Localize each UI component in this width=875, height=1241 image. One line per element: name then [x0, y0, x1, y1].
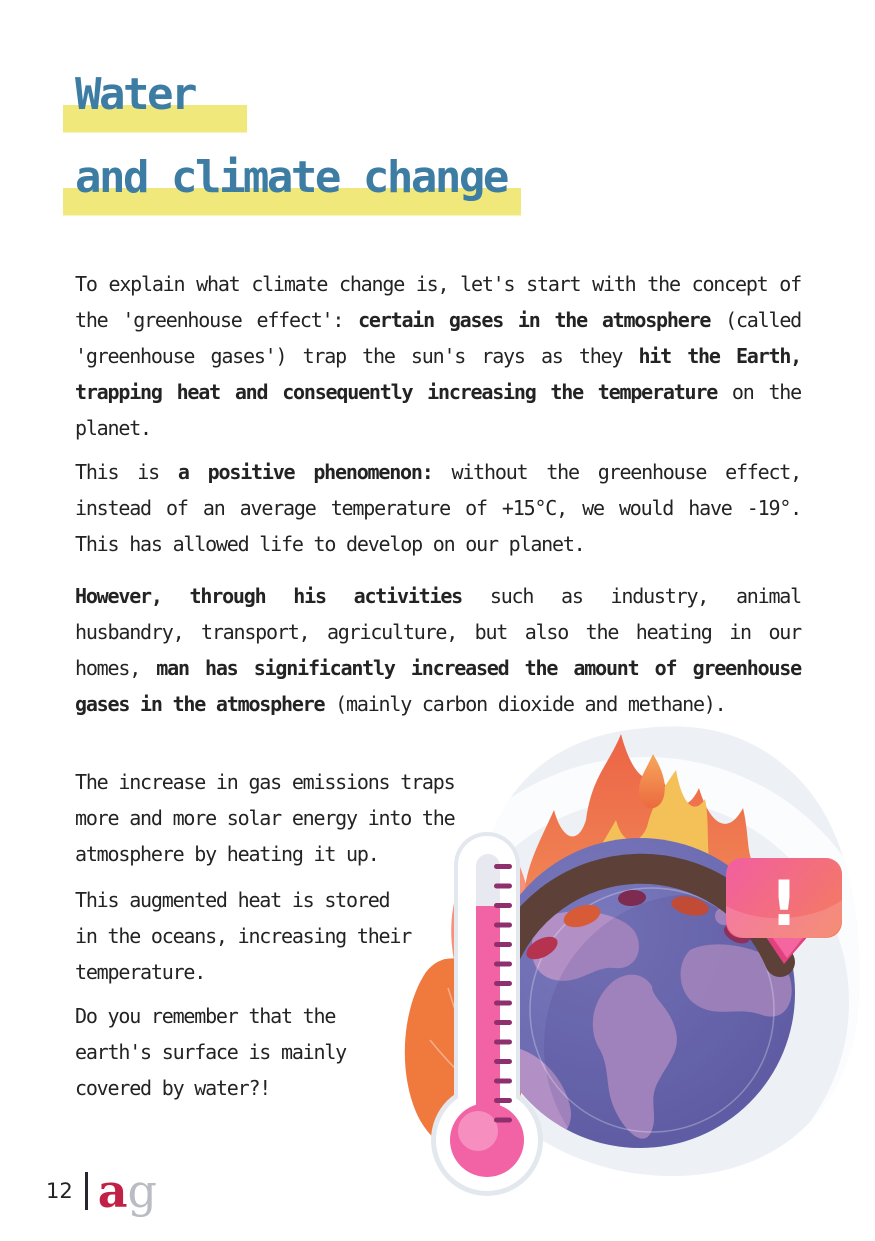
exclamation-icon: ! [769, 867, 799, 940]
text-run: The increase in gas emissions traps more and more solar energy into the atmosphere by heating it up. [75, 770, 455, 866]
paragraph-ocean-heat [75, 882, 419, 990]
paragraph-positive-phenomenon [75, 454, 801, 562]
text-run: without the greenhouse effect, instead of an average temperature of +15°C, we would have -19°. This has allowed life to develop on our planet. [75, 460, 801, 556]
text-run: (mainly carbon dioxide and methane). [324, 692, 726, 716]
text-run-bold: certain gases in the atmosphere [358, 308, 711, 332]
text-run: To explain what climate change is, let's start with the concept of the 'greenhouse effect': [75, 272, 801, 332]
paragraph-greenhouse-effect [75, 266, 801, 446]
title-line-1: Water [63, 58, 247, 134]
publisher-logo [97, 1164, 155, 1218]
title-line-2: and climate change [63, 141, 521, 217]
text-run: such as industry, animal husbandry, transport, agriculture, but also the heating in our homes, [75, 584, 801, 680]
text-run-bold: hit the Earth, trapping heat and consequently increasing the temperature [75, 344, 801, 404]
paragraph-human-activities [75, 578, 801, 722]
text-run-bold: man has significantly increased the amount of greenhouse gases in the atmosphere [75, 656, 801, 716]
text-run: (called 'greenhouse gases') trap the sun's rays as they [75, 308, 801, 368]
text-run-bold: However, through his activities [75, 584, 463, 608]
footer-divider [85, 1172, 88, 1210]
text-run-bold: a positive phenomenon: [177, 460, 433, 484]
paragraph-water-question [75, 998, 377, 1106]
text-run: Do you remember that the earth's surface is mainly covered by water?! [75, 1004, 347, 1100]
text-run: on the planet. [75, 380, 801, 440]
page-title [75, 58, 521, 224]
logo-letter-a: a [97, 1164, 128, 1218]
text-run: This is [75, 460, 178, 484]
page-footer [46, 1166, 155, 1216]
logo-letter-g: g [127, 1164, 155, 1218]
text-run: This augmented heat is stored in the oceans, increasing their temperature. [75, 888, 412, 984]
page-number: 12 [46, 1179, 73, 1203]
climate-illustration [390, 710, 875, 1202]
